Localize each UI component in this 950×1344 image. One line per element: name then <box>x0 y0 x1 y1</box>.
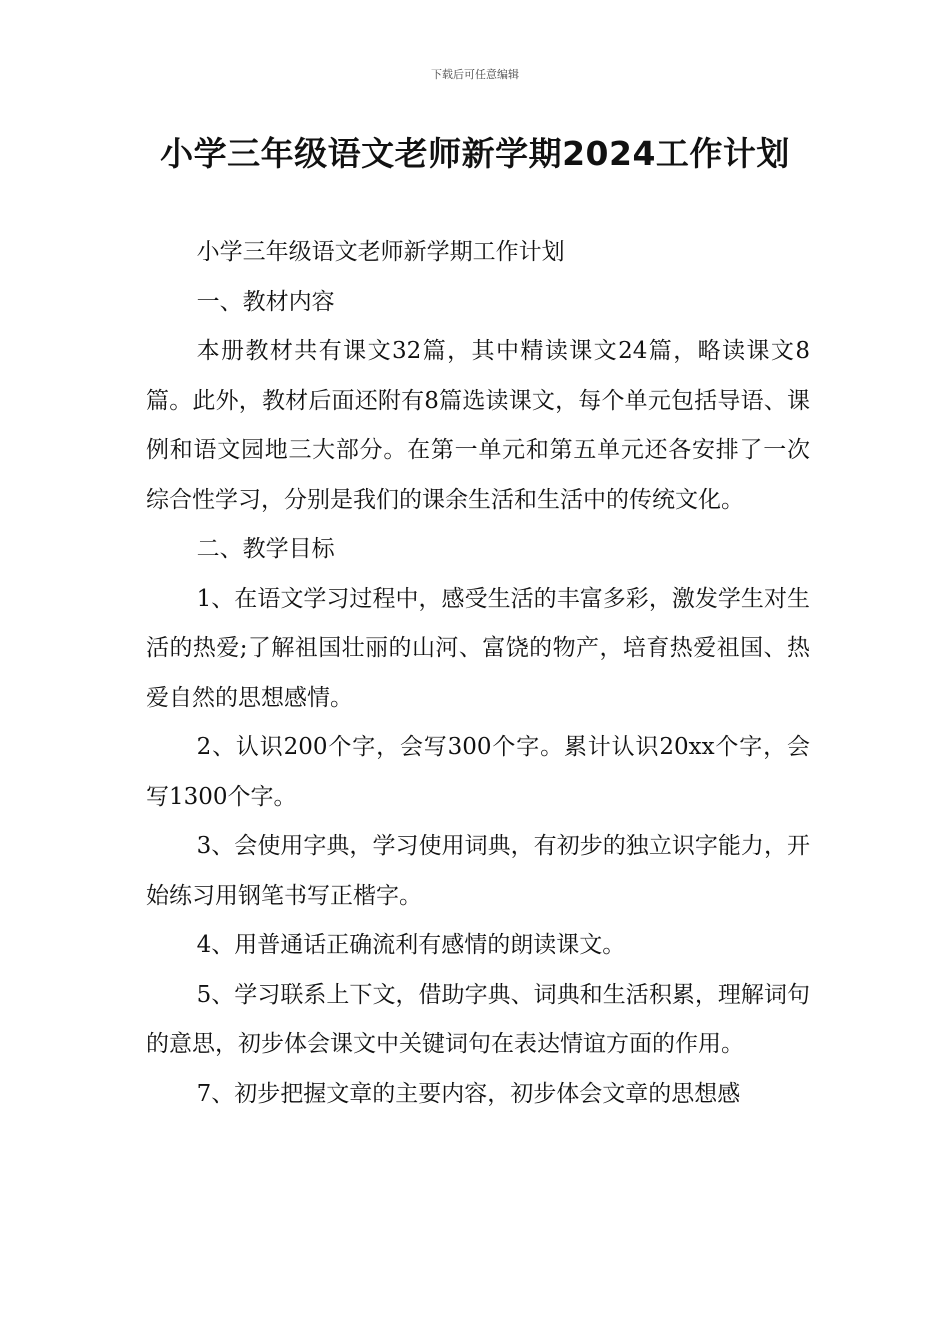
page-header-note: 下载后可任意编辑 <box>431 68 519 81</box>
paragraph-subtitle: 小学三年级语文老师新学期工作计划 <box>196 239 565 265</box>
paragraph-goal-4: 4、用普通话正确流利有感情的朗读课文。 <box>196 932 626 958</box>
paragraph-goal-5: 5、学习联系上下文，借助字典、词典和生活积累，理解词句的意思，初步体会课文中关键词句在表达情谊方面的作用。 <box>146 981 810 1057</box>
section-heading-materials: 一、教材内容 <box>196 288 335 315</box>
document-body <box>146 228 810 1119</box>
paragraph-goal-2: 2、认识200个字，会写300个字。累计认识20xx个字，会写1300个字。 <box>146 734 810 810</box>
section-heading-goals: 二、教学目标 <box>196 536 335 562</box>
document-title: 小学三年级语文老师新学期2024工作计划 <box>160 134 790 173</box>
paragraph-goal-1: 1、在语文学习过程中，感受生活的丰富多彩，激发学生对生活的热爱;了解祖国壮丽的山河、富饶的物产，培育热爱祖国、热爱自然的思想感情。 <box>146 585 810 711</box>
paragraph-materials: 本册教材共有课文32篇，其中精读课文24篇，略读课文8篇。此外，教材后面还附有8篇选读课文，每个单元包括导语、课例和语文园地三大部分。在第一单元和第五单元还各安排了一次综合性学习，分别是我们的课余生活和生活中的传统文化。 <box>146 338 810 513</box>
paragraph-goal-7: 7、初步把握文章的主要内容，初步体会文章的思想感 <box>196 1080 741 1107</box>
paragraph-goal-3: 3、会使用字典，学习使用词典，有初步的独立识字能力，开始练习用钢笔书写正楷字。 <box>146 833 810 909</box>
